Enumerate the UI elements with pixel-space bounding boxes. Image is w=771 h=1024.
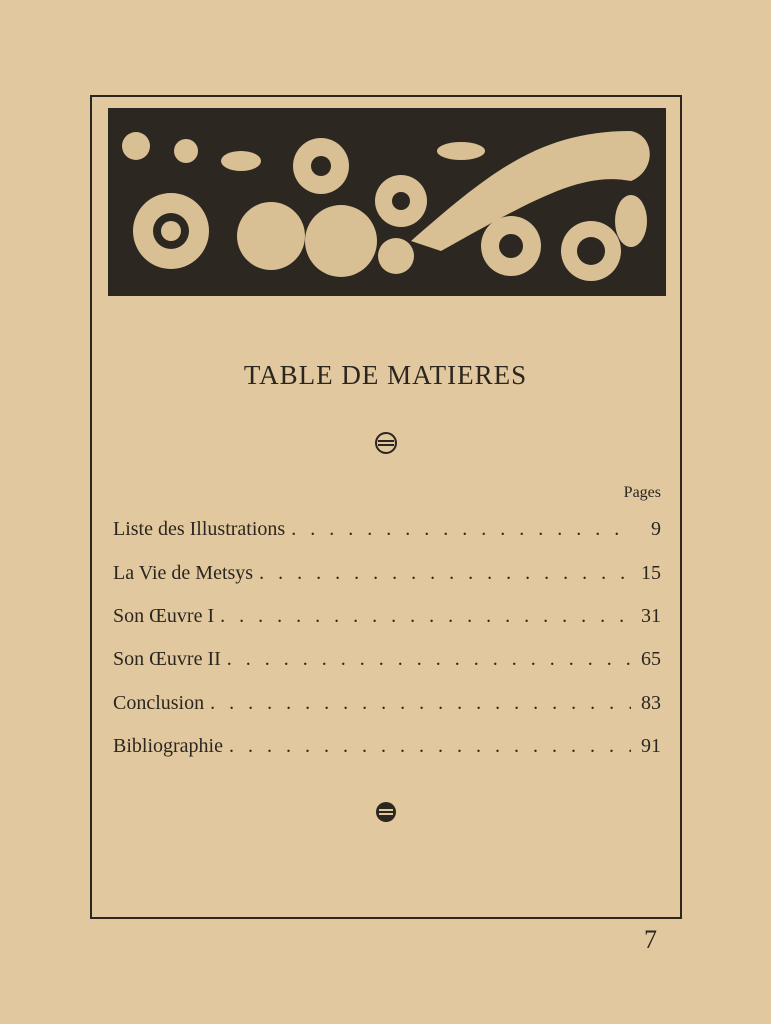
dot-leader	[220, 605, 631, 628]
toc-entry-label: Bibliographie	[113, 735, 223, 757]
dot-leader	[227, 648, 631, 671]
toc-entry[interactable]	[113, 648, 661, 674]
toc-entry[interactable]	[113, 562, 661, 588]
pages-column-label: Pages	[623, 484, 661, 501]
toc-entry-label: Liste des Illustrations	[113, 518, 286, 540]
dot-leader	[291, 518, 631, 541]
toc-entry-label: La Vie de Metsys	[113, 562, 254, 584]
toc-entry[interactable]	[113, 692, 661, 718]
toc-entry-page: 9	[651, 518, 661, 540]
dot-leader	[229, 735, 631, 758]
fleuron-icon	[373, 799, 399, 825]
page-title: TABLE DE MATIERES	[243, 360, 528, 390]
floral-ornament-banner	[108, 108, 666, 296]
page-number: 7	[644, 925, 657, 954]
toc-entry-label: Conclusion	[113, 692, 205, 714]
dot-leader	[210, 692, 631, 715]
toc-entry[interactable]	[113, 605, 661, 631]
fleuron-icon	[373, 430, 399, 456]
floral-ornament-icon	[111, 111, 663, 293]
toc-entry[interactable]	[113, 518, 661, 544]
toc-entry-label: Son Œuvre I	[113, 605, 215, 627]
toc-entry-label: Son Œuvre II	[113, 648, 221, 670]
dot-leader	[259, 562, 631, 585]
toc-entry-page: 83	[641, 692, 661, 714]
toc-entry-page: 15	[641, 562, 661, 584]
toc-entry-page: 91	[641, 735, 661, 757]
toc-entry-page: 31	[641, 605, 661, 627]
toc-entry[interactable]	[113, 735, 661, 761]
toc-entry-page: 65	[641, 648, 661, 670]
